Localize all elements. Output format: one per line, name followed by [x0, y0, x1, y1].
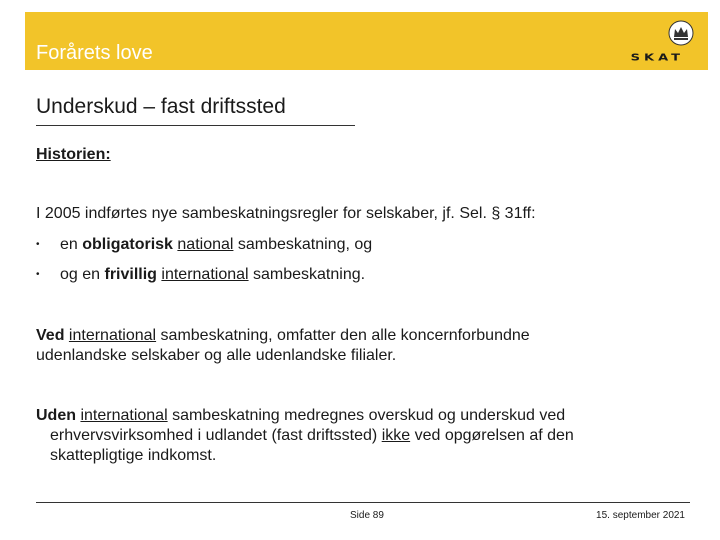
- skat-logo: SKAT: [630, 52, 684, 64]
- paragraph-international: Ved international sambeskatning, omfatter den alle koncernforbundne udenlandske selskaber og alle udenlandske filialer.: [36, 327, 530, 364]
- bullet-icon: •: [36, 239, 40, 250]
- header-bar: [25, 12, 708, 70]
- header-title: Forårets love: [36, 42, 153, 64]
- intro-text: I 2005 indførtes nye sambeskatningsregler for selskaber, jf. Sel. § 31ff:: [36, 205, 536, 222]
- footer-divider: [36, 502, 690, 503]
- bullet-text: og en frivillig international sambeskatning.: [60, 266, 366, 283]
- crown-icon: [668, 20, 694, 46]
- page-number: Side 89: [350, 510, 384, 521]
- section-heading: Historien:: [36, 146, 111, 163]
- paragraph-without-international: Uden international sambeskatning medregnes overskud og underskud ved erhvervsvirksomhed i udlandet (fast driftssted) ikke ved opgørelsen af den skattepligtige indkomst.: [36, 407, 574, 464]
- slide-subtitle: Underskud – fast driftssted: [36, 95, 286, 118]
- footer-date: 15. september 2021: [596, 510, 685, 521]
- subtitle-divider: [36, 125, 355, 126]
- bullet-icon: •: [36, 269, 40, 280]
- bullet-text: en obligatorisk national sambeskatning, og: [60, 236, 373, 253]
